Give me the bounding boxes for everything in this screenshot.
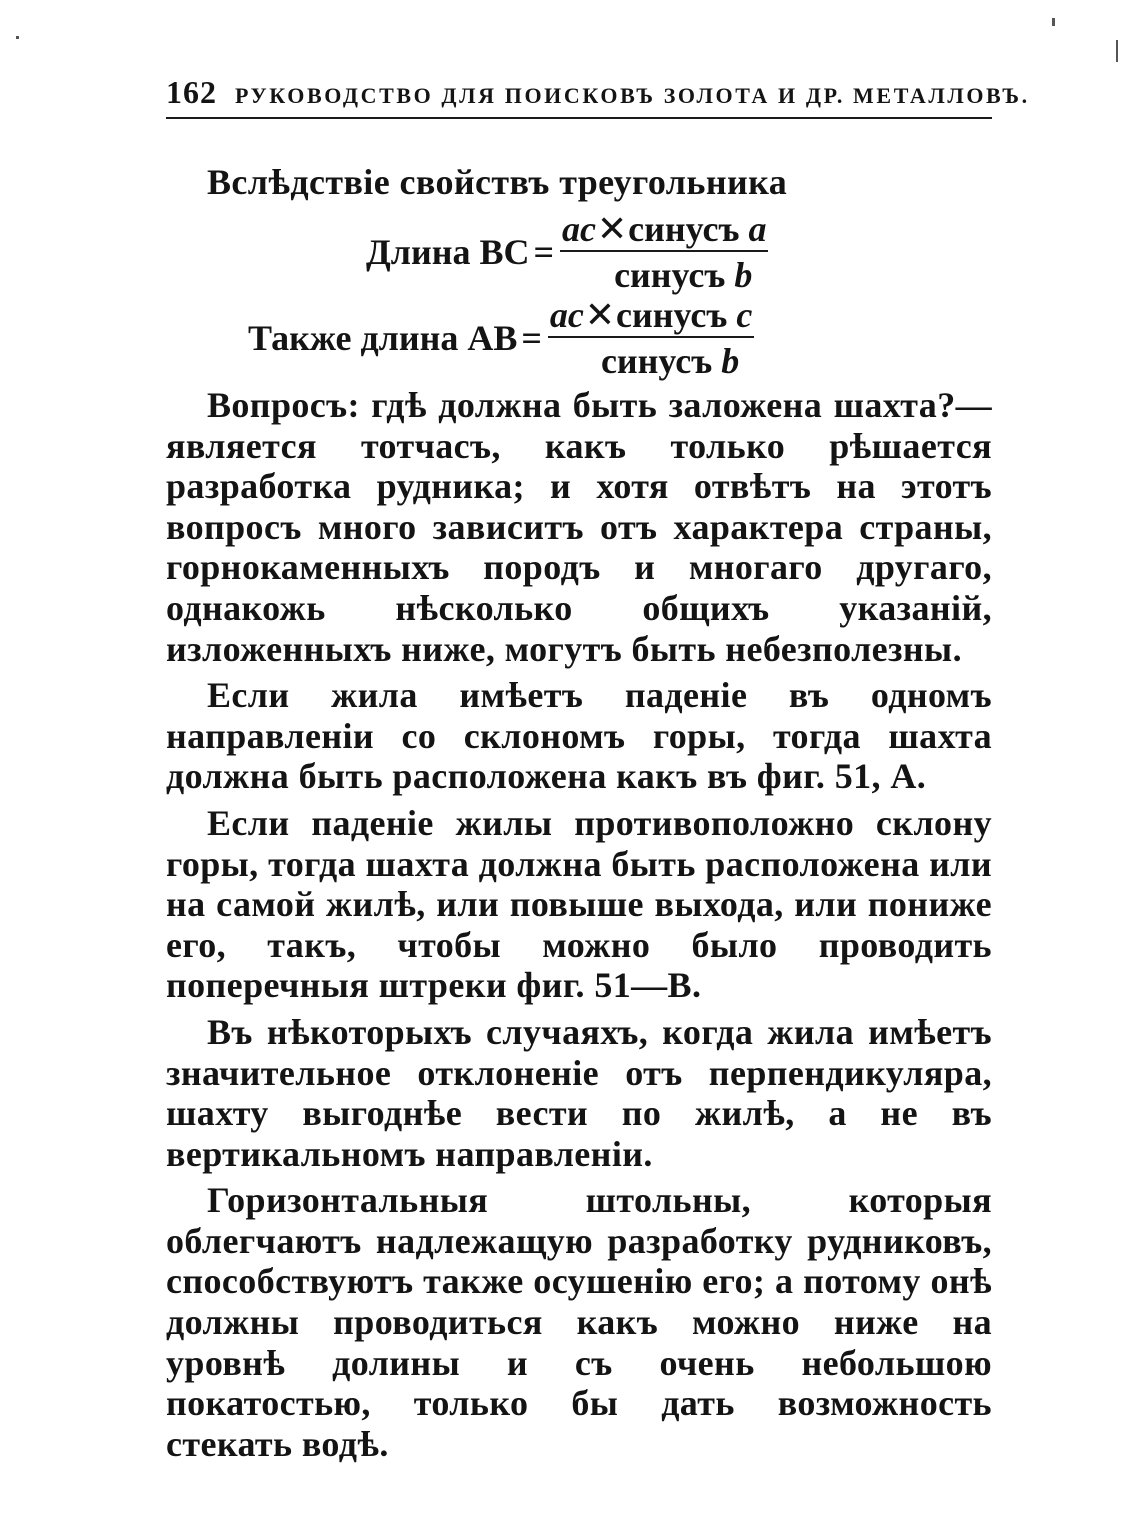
scan-speck (16, 36, 19, 39)
formula-ab-fraction (548, 296, 754, 380)
paragraph-deviation: Въ нѣкоторыхъ случаяхъ, когда жила имѣетъ значительное отклоненіе отъ перпендикуляра, шахту выгоднѣе вести по жилѣ, а не въ вертикальномъ направленіи. (166, 1011, 992, 1174)
formula-length-ab (248, 296, 754, 380)
formula-bc-num-ac: ас (561, 209, 596, 249)
formula-ab-numerator (548, 296, 754, 334)
formula-bc-lhs: Длина ВС (366, 232, 530, 272)
formula-bc-fraction (560, 210, 768, 294)
scan-edge-line (1116, 40, 1118, 62)
formula-bc-numerator (560, 210, 768, 248)
formula-ab-equals: = (521, 318, 542, 358)
intro-line: Вслѣдствіе свойствъ треугольника (207, 162, 788, 202)
formula-ab-den-angle: b (721, 341, 740, 381)
paragraph-shaft-location: Вопросъ: гдѣ должна быть заложена шахта?—является тотчасъ, какъ только рѣшается разработка рудника; и хотя отвѣтъ на этотъ вопросъ много зависитъ отъ характера страны, горнокаменныхъ породъ и многаго другаго, однакожь нѣсколько общихъ указаній, изложенныхъ ниже, могутъ быть небезполезны. (166, 385, 992, 669)
formula-ab-lhs: Также длина АВ (248, 318, 518, 358)
paragraph-opposite-slope: Если паденіе жилы противоположно склону горы, тогда шахта должна быть расположена или на самой жилѣ, или повыше выхода, или пониже его, такъ, чтобы можно было проводить поперечныя штреки фиг. 51—В. (166, 802, 992, 1006)
header-rule (166, 117, 992, 119)
paragraph-adits: Горизонтальныя штольны, которыя облегчаютъ надлежащую разработку рудниковъ, способствуютъ также осушенію его; а потому онѣ должны проводиться какъ можно ниже на уровнѣ долины и съ очень небольшою покатостью, только бы дать возможность стекать водѣ. (166, 1180, 992, 1464)
page-number: 162 (166, 74, 217, 110)
formula-ab-den-sine: синусъ (600, 341, 713, 381)
formula-bc-den-angle: b (734, 255, 753, 295)
scan-speck (1052, 18, 1055, 26)
formula-bc-num-sine: синусъ (628, 209, 740, 249)
fraction-bar (548, 336, 754, 338)
page-header (166, 74, 1030, 114)
body-paragraphs (166, 385, 992, 1470)
formula-bc-den-sine: синусъ (614, 255, 726, 295)
formula-ab-num-ac: ас (549, 295, 584, 335)
multiply-icon: ✕ (596, 209, 628, 249)
formula-length-bc (366, 210, 768, 294)
multiply-icon: ✕ (584, 295, 616, 335)
formula-bc-denominator (574, 256, 754, 294)
formula-bc-num-angle: а (748, 209, 767, 249)
paragraph-same-direction: Если жила имѣетъ паденіе въ одномъ направленіи со склономъ горы, тогда шахта должна быть расположена какъ въ фиг. 51, А. (166, 675, 992, 797)
running-title: РУКОВОДСТВО ДЛЯ ПОИСКОВЪ ЗОЛОТА И ДР. МЕТАЛЛОВЪ. (235, 83, 1030, 108)
formula-ab-num-sine: синусъ (616, 295, 728, 335)
fraction-bar (560, 250, 768, 252)
formula-ab-num-angle: с (736, 295, 753, 335)
formula-ab-denominator (561, 342, 741, 380)
formula-bc-equals: = (533, 232, 554, 272)
